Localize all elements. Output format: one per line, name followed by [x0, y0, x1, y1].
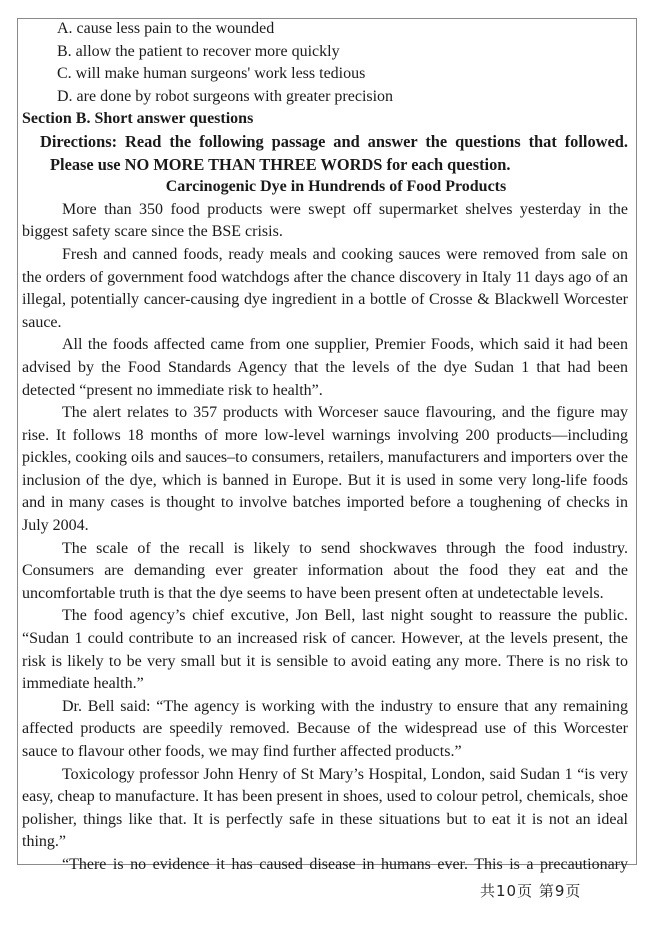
- directions-line-2: Please use NO MORE THAN THREE WORDS for each question.: [50, 154, 511, 174]
- option-b: B. allow the patient to recover more quickly: [57, 42, 340, 60]
- option-a: A. cause less pain to the wounded: [57, 20, 275, 37]
- article-title: Carcinogenic Dye in Hundrends of Food Products: [165, 178, 507, 196]
- directions-line-1: Directions: Read the following passage and answer the questions that followed.: [40, 131, 628, 151]
- page-number-note: 共10页 第9页: [480, 882, 582, 900]
- paragraph-5: The scale of the recall is likely to send shockwaves through the food industry. Consumers are demanding ever greater information about the food they eat and the uncomfortable truth is that the dye seems to have been present often at undetectable levels.: [22, 539, 628, 602]
- option-d: D. are done by robot surgeons with greater precision: [57, 87, 394, 105]
- paragraph-6: The food agency’s chief excutive, Jon Bell, last night sought to reassure the public. “Sudan 1 could contribute to an increased risk of cancer. However, at the levels present, the risk is likely to be very small but it is sensible to avoid eating any more. There is no risk to immediate health.”: [22, 607, 628, 693]
- paragraph-7: Dr. Bell said: “The agency is working with the industry to ensure that any remaining affected products are speedily removed. Because of the widespread use of this Worcester sauce to flavour other foods, we may find further affected products.”: [22, 697, 628, 760]
- paragraph-2: Fresh and canned foods, ready meals and cooking sauces were removed from sale on the orders of government food watchdogs after the chance discovery in Italy 11 days ago of an illegal, potentially cancer-causing dye ingredient in a bottle of Crosse & Blackwell Worcester sauce.: [22, 245, 628, 331]
- paragraph-1: More than 350 food products were swept off supermarket shelves yesterday in the biggest safety scare since the BSE crisis.: [22, 200, 628, 241]
- paragraph-9: “There is no evidence it has caused disease in humans ever. This is a precautionary: [62, 855, 628, 873]
- paragraph-8: Toxicology professor John Henry of St Mary’s Hospital, London, said Sudan 1 “is very easy, cheap to manufacture. It has been present in shoes, used to colour petrol, chemicals, shoe polisher, things like that. It is perfectly safe in these situations but to eat it is not an ideal thing.”: [22, 765, 628, 851]
- option-c: C. will make human surgeons' work less tedious: [57, 65, 366, 83]
- directions: [22, 131, 630, 176]
- paragraph-3: All the foods affected came from one supplier, Premier Foods, which said it had been advised by the Food Standards Agency that the levels of the dye Sudan 1 that had been detected “present no immediate risk to health”.: [22, 336, 628, 399]
- section-heading: Section B. Short answer questions: [22, 110, 254, 128]
- document-body: [22, 18, 630, 877]
- paragraph-4: The alert relates to 357 products with Worceser sauce flavouring, and the figure may rise. It follows 18 months of more low-level warnings involving 200 products—including pickles, cooking oils and sauces–to consumers, retailers, manufacturers and importers over the inclusion of the dye, which is banned in Europe. But it is used in some very long-life foods and in many cases is thought to involve batches imported before a toughening of checks in July 2004.: [22, 404, 628, 535]
